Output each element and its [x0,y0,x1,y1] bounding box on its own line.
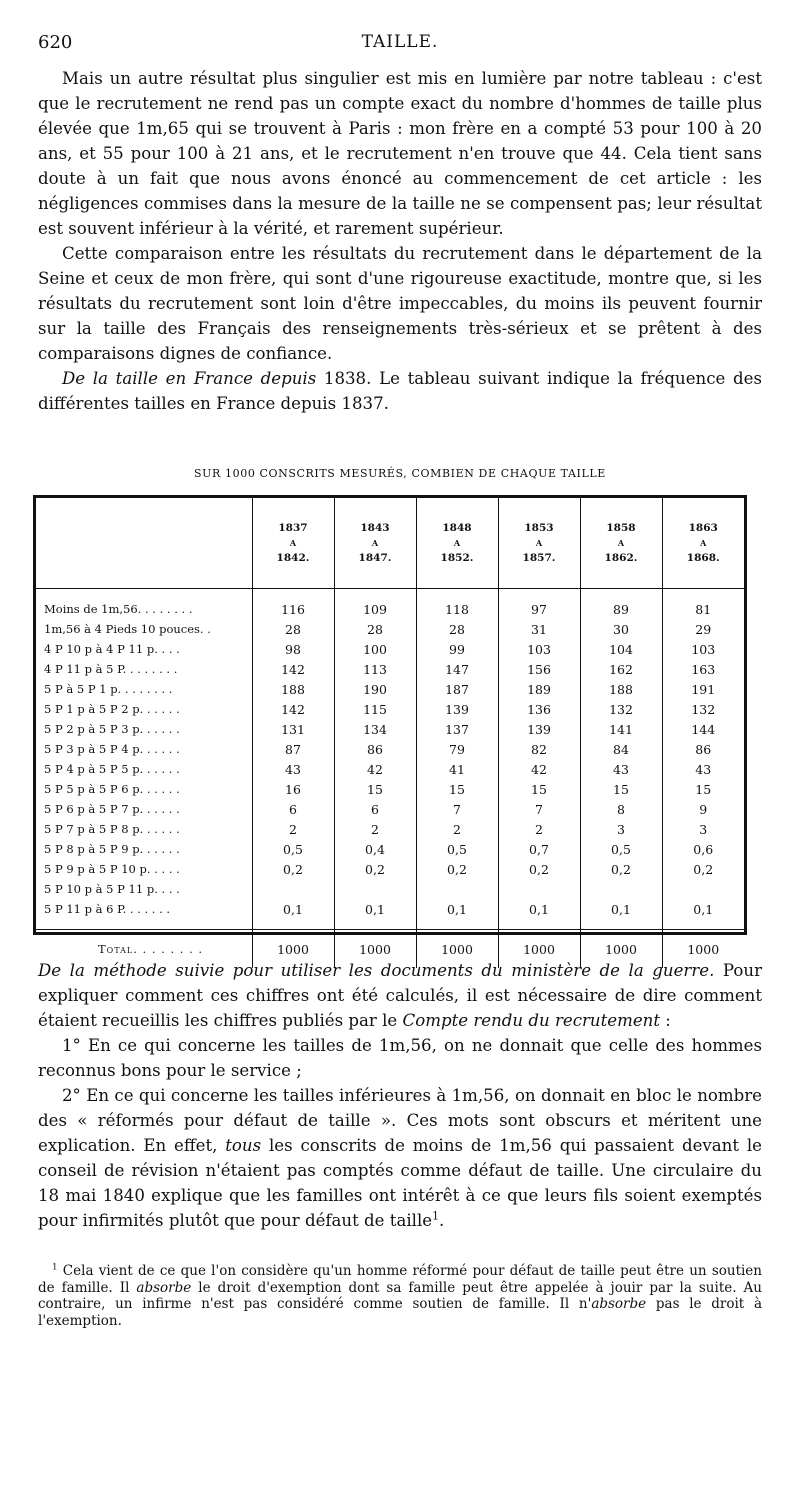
table-cell: 103 [498,639,580,659]
period-from: 1837 [278,521,308,534]
table-cell: 134 [334,719,416,739]
table-cell: 97 [498,599,580,619]
table-cell: 0,2 [334,859,416,879]
section-paragraph [38,366,762,416]
row-label: 5 P 10 p à 5 P 11 p. . . . [44,882,180,896]
period-from: 1853 [524,521,554,534]
table-cell: 0,2 [498,859,580,879]
paragraph: Cette comparaison entre les résultats du recrutement dans le département de la Seine et ceux de mon frère, qui sont d'une rigoureuse exactitude, montre que, si les résultats du recrutement sont loin d'être impeccables, du moins ils peuvent fournir sur la taille des Français des renseignements très-sérieux et se prêtent à des comparaisons dignes de confiance. [38,244,762,363]
table-cell: 188 [252,679,334,699]
top-text-block [38,66,762,416]
table-cell: 163 [662,659,744,679]
table-cell: 0,2 [662,859,744,879]
table-cell: 1000 [334,930,416,969]
table-cell: 3 [662,819,744,839]
table-cell: 0,7 [498,839,580,859]
table-cell: 141 [580,719,662,739]
table-cell: 43 [252,759,334,779]
table-row [36,879,744,899]
footnote [38,1263,762,1329]
table-row [36,659,744,679]
table-caption: SUR 1000 CONSCRITS MESURÉS, COMBIEN DE CHAQUE TAILLE [194,467,606,480]
source-title: Compte rendu du recrutement [402,1011,661,1030]
table-cell: 2 [334,819,416,839]
table-cell: 132 [662,699,744,719]
table-cell: 142 [252,699,334,719]
table-cell: 15 [662,779,744,799]
table-cell: 131 [252,719,334,739]
table-cell: 15 [416,779,498,799]
period-to: 1868. [686,551,720,564]
row-label: Moins de 1m,56. . . . . . . . [44,602,193,616]
table-cell: 15 [334,779,416,799]
table-cell: 43 [662,759,744,779]
footnote-part: le droit d'exemption dont sa famille peut être appelée à jouir par la suite. Au contraire, un infirme n'est pas considéré comme soutien de famille. Il n' [38,1279,762,1312]
table-cell [334,879,416,899]
table-cell: 2 [498,819,580,839]
table-cell: 1000 [580,930,662,969]
table-cell: 144 [662,719,744,739]
paragraph: Mais un autre résultat plus singulier est mis en lumière par notre tableau : c'est que le recrutement ne rend pas un compte exact du nombre d'hommes de taille plus élevée que 1m,65 qui se trouvent à Paris : mon frère en a compté 53 pour 100 à 20 ans, et 55 pour 100 à 21 ans, et le recrutement n'en trouve que 44. Cela tient sans doute à un fait que nous avons énoncé au commencement de cet article : les négligences commises dans la mesure de la taille ne se compensent pas; leur résultat est souvent inférieur à la vérité, et rarement supérieur. [38,69,762,238]
table-row [36,859,744,879]
table-cell: 137 [416,719,498,739]
stature-table [36,498,744,968]
table-cell: 0,2 [252,859,334,879]
period-sep: A [617,537,625,548]
label-column-header [36,498,252,589]
emphasis: absorbe [591,1296,647,1312]
row-label: 5 P 1 p à 5 P 2 p. . . . . . [44,702,180,716]
table-cell: 190 [334,679,416,699]
table-cell: 86 [662,739,744,759]
table-cell: 147 [416,659,498,679]
table-cell: 0,5 [416,839,498,859]
period-sep: A [371,537,379,548]
period-from: 1863 [688,521,718,534]
period-column-header [662,498,744,589]
section-paragraph [38,958,762,1033]
period-to: 1857. [522,551,556,564]
table-cell [580,879,662,899]
period-to: 1842. [276,551,310,564]
stature-table-frame [33,495,747,957]
table-cell: 15 [580,779,662,799]
table-cell: 191 [662,679,744,699]
period-column-header [580,498,662,589]
table-cell: 0,5 [580,839,662,859]
table-cell: 82 [498,739,580,759]
period-to: 1862. [604,551,638,564]
footnote-part: Cela vient de ce que l'on considère qu'un homme réformé pour défaut de taille peut être un soutien de famille. Il [38,1263,762,1296]
paragraph-part: 2° En ce qui concerne les tailles inférieures à 1m,56, on donnait en bloc le nombre des « réformés pour défaut de taille ». Ces mots sont obscurs et méritent une explication. En effet, [38,1086,762,1155]
period-sep: A [700,537,707,548]
table-row [36,639,744,659]
table-row [36,759,744,779]
period-to: 1847. [358,551,392,564]
row-label: 4 P 10 p à 4 P 11 p. . . . [44,642,180,656]
period-column-header [334,498,416,589]
row-label: 5 P 5 p à 5 P 6 p. . . . . . [44,782,180,796]
table-cell: 0,1 [662,899,744,919]
running-title: TAILLE. [361,32,439,52]
spacer-row [36,589,744,600]
table-cell: 42 [498,759,580,779]
table-row [36,619,744,639]
table-cell: 1000 [498,930,580,969]
table-cell: 100 [334,639,416,659]
row-label: 5 P 3 p à 5 P 4 p. . . . . . [44,742,180,756]
table-cell: 3 [580,819,662,839]
table-cell: 86 [334,739,416,759]
table-cell: 142 [252,659,334,679]
table-cell: 0,4 [334,839,416,859]
table-cell: 139 [498,719,580,739]
period-column-header [416,498,498,589]
table-cell: 0,6 [662,839,744,859]
table-cell: 0,1 [580,899,662,919]
table-cell: 42 [334,759,416,779]
table-cell [416,879,498,899]
spacer-row [36,919,744,930]
table-cell: 31 [498,619,580,639]
table-cell: 118 [416,599,498,619]
table-cell: 139 [416,699,498,719]
table-cell: 28 [334,619,416,639]
emphasis: absorbe [136,1279,192,1296]
table-cell: 9 [662,799,744,819]
table-cell: 1000 [662,930,744,969]
row-label: 5 P 9 p à 5 P 10 p. . . . . [44,862,180,876]
table-cell: 0,5 [252,839,334,859]
table-body [36,589,744,969]
table-cell: 0,1 [334,899,416,919]
table-cell: 84 [580,739,662,759]
row-label: 4 P 11 p à 5 P. . . . . . . . [44,662,178,676]
table-cell: 0,1 [416,899,498,919]
table-cell: 8 [580,799,662,819]
table-cell: 6 [334,799,416,819]
footnote-ref[interactable]: 1 [432,1209,439,1223]
page-number: 620 [38,32,73,53]
paragraph-part: les conscrits de moins de 1m,56 qui passaient devant le conseil de révision n'étaient pas comptés comme défaut de taille. Une circulaire du 18 mai 1840 explique que les familles ont intérêt à ce que leurs fils soient exemptés pour infirmités plutôt que pour défaut de taille [38,1136,762,1230]
table-row [36,699,744,719]
row-label: 5 P 4 p à 5 P 5 p. . . . . . [44,762,180,776]
section-text: Pour expliquer comment ces chiffres ont été calculés, il est nécessaire de dire comment étaient recueillis les chiffres publiés par le [38,961,763,1030]
table-cell: 99 [416,639,498,659]
row-label: 5 P à 5 P 1 p. . . . . . . . [44,682,173,696]
page-header [38,32,762,56]
table-row [36,599,744,619]
table-row [36,679,744,699]
table-cell: 0,1 [498,899,580,919]
table-cell: 29 [662,619,744,639]
table-cell: 2 [416,819,498,839]
table-cell: 0,1 [252,899,334,919]
table-cell: 162 [580,659,662,679]
period-from: 1843 [360,521,390,534]
table-cell [252,879,334,899]
table-cell: 30 [580,619,662,639]
table-cell: 109 [334,599,416,619]
table-cell: 1000 [252,930,334,969]
table-cell: 43 [580,759,662,779]
table-row [36,739,744,759]
table-row [36,899,744,919]
table-row [36,839,744,859]
table-cell [498,879,580,899]
table-row [36,719,744,739]
period-from: 1848 [442,521,472,534]
emphasis: tous [225,1136,262,1155]
footnote-mark: 1 [52,1262,58,1273]
table-cell: 187 [416,679,498,699]
table-cell: 6 [252,799,334,819]
section-text: 1838. Le tableau suivant indique la fréquence des différentes tailles en France depuis 1837. [38,369,762,413]
paragraph-part: . [438,1211,445,1230]
table-cell: 115 [334,699,416,719]
table-cell: 189 [498,679,580,699]
row-label: 5 P 11 p à 6 P. . . . . . . [44,902,171,916]
period-column-header [498,498,580,589]
table-cell: 116 [252,599,334,619]
row-label: 5 P 2 p à 5 P 3 p. . . . . . [44,722,180,736]
paragraph [38,1083,762,1233]
bottom-text-block [38,958,762,1233]
row-label: Total. . . . . . . . [36,930,252,969]
table-cell: 89 [580,599,662,619]
table-row [36,779,744,799]
table-cell: 7 [416,799,498,819]
table-cell: 98 [252,639,334,659]
period-from: 1858 [606,521,636,534]
table-cell: 0,2 [416,859,498,879]
table-cell: 81 [662,599,744,619]
row-label: 5 P 8 p à 5 P 9 p. . . . . . [44,842,180,856]
table-cell: 28 [252,619,334,639]
table-cell: 41 [416,759,498,779]
table-cell [662,879,744,899]
table-row [36,819,744,839]
footnote-text [38,1263,762,1329]
table-cell: 156 [498,659,580,679]
section-title: De la taille en France depuis [62,369,317,388]
footnote-part: pas le droit à l'exemption. [38,1296,763,1329]
period-sep: A [453,537,461,548]
table-cell: 7 [498,799,580,819]
table-cell: 104 [580,639,662,659]
table-cell: 132 [580,699,662,719]
period-sep: A [535,537,543,548]
paragraph: 1° En ce qui concerne les tailles de 1m,56, on ne donnait que celle des hommes reconnus bons pour le service ; [38,1036,762,1080]
table-header-row [36,498,744,589]
row-label: 5 P 6 p à 5 P 7 p. . . . . . [44,802,180,816]
table-cell: 1000 [416,930,498,969]
table-cell: 136 [498,699,580,719]
table-cell: 87 [252,739,334,759]
table-cell: 28 [416,619,498,639]
section-text-end: : [660,1011,671,1030]
table-cell: 103 [662,639,744,659]
row-label: 5 P 7 p à 5 P 8 p. . . . . . [44,822,180,836]
table-row [36,799,744,819]
table-cell: 15 [498,779,580,799]
table-cell: 188 [580,679,662,699]
table-cell: 113 [334,659,416,679]
period-column-header [252,498,334,589]
table-cell: 16 [252,779,334,799]
table-cell: 2 [252,819,334,839]
section-title: De la méthode suivie pour utiliser les documents du ministère de la guerre. [38,961,715,980]
row-label: 1m,56 à 4 Pieds 10 pouces. . [44,622,211,636]
period-sep: A [289,537,297,548]
table-cell: 0,2 [580,859,662,879]
period-to: 1852. [440,551,474,564]
table-cell: 79 [416,739,498,759]
